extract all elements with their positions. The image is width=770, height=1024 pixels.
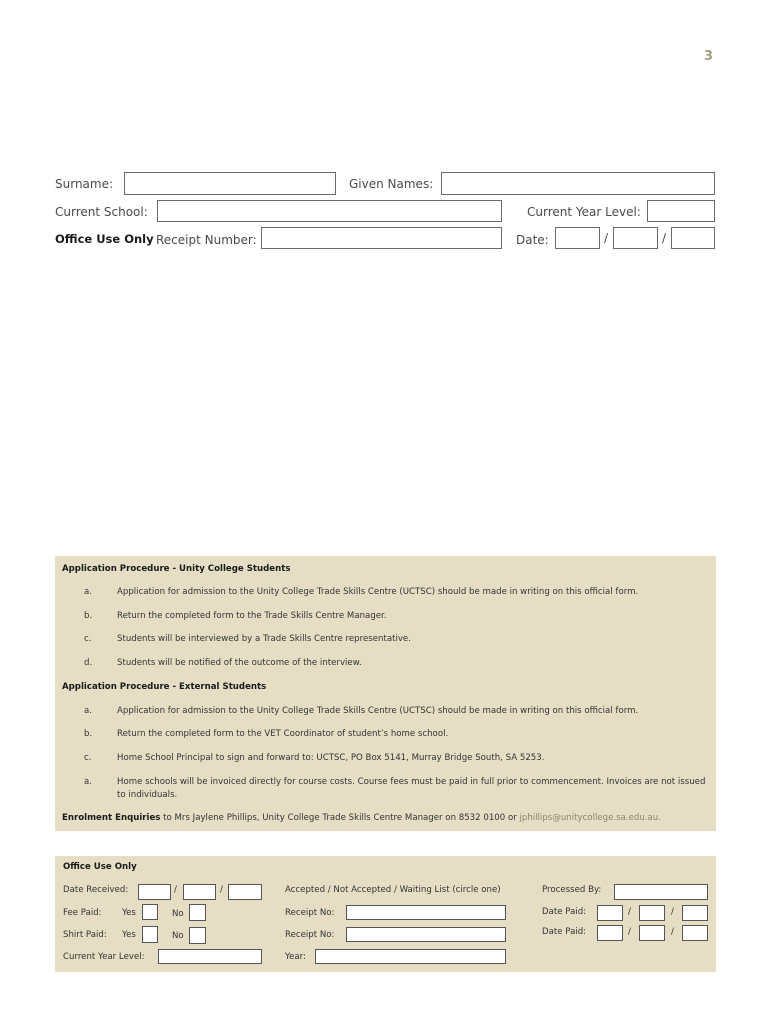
enrolment-enquiries-text: to Mrs Jaylene Phillips, Unity College Trade Skills Centre Manager on 8532 0100 or (160, 813, 520, 823)
fee-date-paid-month-field[interactable] (639, 905, 665, 921)
date-received-month-field[interactable] (183, 884, 216, 900)
date-month-field[interactable] (613, 227, 658, 249)
fee-paid-label: Fee Paid: (63, 908, 102, 918)
given-names-label: Given Names: (349, 177, 434, 191)
office-use-heading: Office Use Only (63, 862, 137, 872)
shirt-receipt-no-field[interactable] (346, 927, 506, 942)
receipt-number-label: Receipt Number: (156, 233, 257, 247)
current-year-level-field[interactable] (647, 200, 715, 222)
shirt-paid-yes-label: Yes (122, 930, 136, 940)
date-received-year-field[interactable] (228, 884, 262, 900)
year-label: Year: (285, 952, 306, 962)
list-item-letter: c. (84, 634, 92, 644)
list-item-letter: d. (84, 658, 93, 668)
list-item-text: Home schools will be invoiced directly for course costs. Course fees must be paid in full prior to commencement. Invoices are not issued to individuals. (117, 777, 706, 800)
shirt-paid-label: Shirt Paid: (63, 930, 107, 940)
date-separator: / (174, 885, 177, 895)
receipt-no-label: Receipt No: (285, 930, 335, 940)
office-use-panel (55, 856, 716, 972)
current-year-level-label: Current Year Level: (527, 205, 641, 219)
list-item-letter: b. (84, 729, 93, 739)
external-procedure-heading: Application Procedure - External Students (62, 682, 267, 692)
current-year-level-label: Current Year Level: (63, 952, 145, 962)
fee-paid-no-checkbox[interactable] (189, 904, 206, 921)
shirt-date-paid-year-field[interactable] (682, 925, 708, 941)
list-item-letter: a. (84, 777, 92, 787)
shirt-paid-yes-checkbox[interactable] (142, 926, 158, 943)
list-item-text: Application for admission to the Unity College Trade Skills Centre (UCTSC) should be made in writing on this official form. (117, 587, 639, 597)
date-separator: / (220, 885, 223, 895)
processed-by-field[interactable] (614, 884, 708, 900)
enrolment-enquiries-heading: Enrolment Enquiries (62, 813, 161, 823)
shirt-paid-no-label: No (172, 931, 184, 941)
receipt-number-field[interactable] (261, 227, 502, 249)
fee-paid-yes-label: Yes (122, 908, 136, 918)
given-names-field[interactable] (441, 172, 715, 195)
date-paid-label: Date Paid: (542, 907, 587, 917)
fee-paid-no-label: No (172, 909, 184, 919)
enrolment-email-link[interactable]: jphillips@unitycollege.sa.edu.au. (519, 813, 661, 823)
date-separator: / (628, 907, 631, 917)
list-item-text: Home School Principal to sign and forward to: UCTSC, PO Box 5141, Murray Bridge South, SA 5253. (117, 753, 545, 763)
date-received-label: Date Received: (63, 885, 129, 895)
unity-procedure-heading: Application Procedure - Unity College Students (62, 564, 291, 574)
date-label: Date: (516, 233, 549, 247)
surname-field[interactable] (124, 172, 336, 195)
list-item-letter: a. (84, 706, 92, 716)
shirt-paid-no-checkbox[interactable] (189, 927, 206, 944)
year-field[interactable] (315, 949, 506, 964)
application-procedure-panel (55, 556, 716, 831)
date-paid-label: Date Paid: (542, 927, 587, 937)
fee-date-paid-year-field[interactable] (682, 905, 708, 921)
list-item-text: Return the completed form to the VET Coordinator of student’s home school. (117, 729, 449, 739)
list-item-text: Return the completed form to the Trade Skills Centre Manager. (117, 611, 387, 621)
list-item-text: Students will be interviewed by a Trade Skills Centre representative. (117, 634, 411, 644)
list-item-letter: b. (84, 611, 93, 621)
list-item-text: Students will be notified of the outcome of the interview. (117, 658, 362, 668)
date-received-day-field[interactable] (138, 884, 171, 900)
current-school-label: Current School: (55, 205, 148, 219)
list-item-letter: a. (84, 587, 92, 597)
date-separator: / (662, 231, 667, 245)
date-separator: / (604, 231, 609, 245)
office-use-only-label: Office Use Only (55, 232, 154, 246)
shirt-date-paid-day-field[interactable] (597, 925, 623, 941)
shirt-date-paid-month-field[interactable] (639, 925, 665, 941)
date-separator: / (671, 927, 674, 937)
page-number: 3 (704, 49, 714, 64)
date-separator: / (671, 907, 674, 917)
fee-receipt-no-field[interactable] (346, 905, 506, 920)
fee-paid-yes-checkbox[interactable] (142, 904, 158, 920)
date-year-field[interactable] (671, 227, 715, 249)
enrolment-enquiries (62, 813, 661, 823)
fee-date-paid-day-field[interactable] (597, 905, 623, 921)
date-day-field[interactable] (555, 227, 600, 249)
current-year-level-field[interactable] (158, 949, 262, 964)
date-separator: / (628, 927, 631, 937)
processed-by-label: Processed By: (542, 885, 602, 895)
receipt-no-label: Receipt No: (285, 908, 335, 918)
list-item-text: Application for admission to the Unity College Trade Skills Centre (UCTSC) should be made in writing on this official form. (117, 706, 639, 716)
acceptance-status-label: Accepted / Not Accepted / Waiting List (circle one) (285, 885, 501, 895)
current-school-field[interactable] (157, 200, 502, 222)
list-item-letter: c. (84, 753, 92, 763)
surname-label: Surname: (55, 177, 114, 191)
